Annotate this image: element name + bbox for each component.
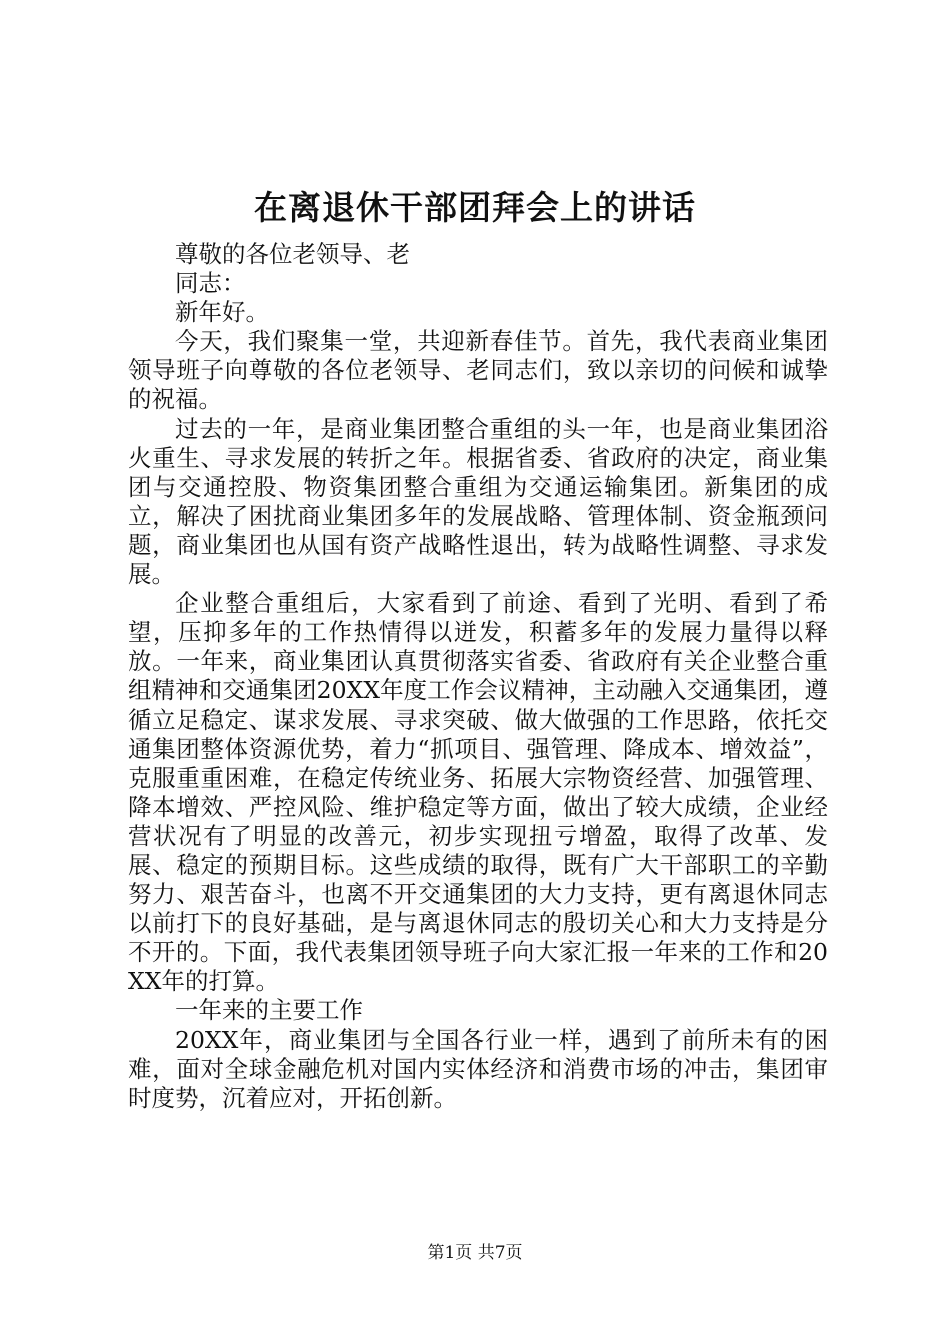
section-heading: 一年来的主要工作	[175, 996, 363, 1025]
paragraph-greeting: 新年好。	[175, 298, 269, 327]
paragraph-main-work: 20XX年，商业集团与全国各行业一样，遇到了前所未有的困难，面对全球金融危机对国内实体经济和消费市场的冲击，集团审时度势，沉着应对，开拓创新。	[128, 1025, 828, 1112]
document-body	[128, 240, 828, 1113]
paragraph-opening: 今天，我们聚集一堂，共迎新春佳节。首先，我代表商业集团领导班子向尊敬的各位老领导、老同志们，致以亲切的问候和诚挚的祝福。	[128, 327, 828, 414]
paragraph-past-year: 过去的一年，是商业集团整合重组的头一年，也是商业集团浴火重生、寻求发展的转折之年。根据省委、省政府的决定，商业集团与交通控股、物资集团整合重组为交通运输集团。新集团的成立，解决了困扰商业集团多年的发展战略、管理体制、资金瓶颈问题，商业集团也从国有资产战略性退出，转为战略性调整、寻求发展。	[128, 414, 828, 589]
paragraph-achievements: 企业整合重组后，大家看到了前途、看到了光明、看到了希望，压抑多年的工作热情得以迸发，积蓄多年的发展力量得以释放。一年来，商业集团认真贯彻落实省委、省政府有关企业整合重组精神和交通集团20XX年度工作会议精神，主动融入交通集团，遵循立足稳定、谋求发展、寻求突破、做大做强的工作思路，依托交通集团整体资源优势，着力“抓项目、强管理、降成本、增效益”，克服重重困难，在稳定传统业务、拓展大宗物资经营、加强管理、降本增效、严控风险、维护稳定等方面，做出了较大成绩，企业经营状况有了明显的改善元，初步实现扭亏增盈，取得了改革、发展、稳定的预期目标。这些成绩的取得，既有广大干部职工的辛勤努力、艰苦奋斗，也离不开交通集团的大力支持，更有离退休同志以前打下的良好基础，是与离退休同志的殷切关心和大力支持是分不开的。下面，我代表集团领导班子向大家汇报一年来的工作和20XX年的打算。	[128, 589, 828, 996]
paragraph-salutation-1: 尊敬的各位老领导、老	[175, 240, 410, 268]
paragraph-salutation-2: 同志：	[175, 269, 246, 298]
document-title: 在离退休干部团拜会上的讲话	[254, 188, 696, 227]
page-footer: 第1页 共7页	[427, 1243, 523, 1263]
